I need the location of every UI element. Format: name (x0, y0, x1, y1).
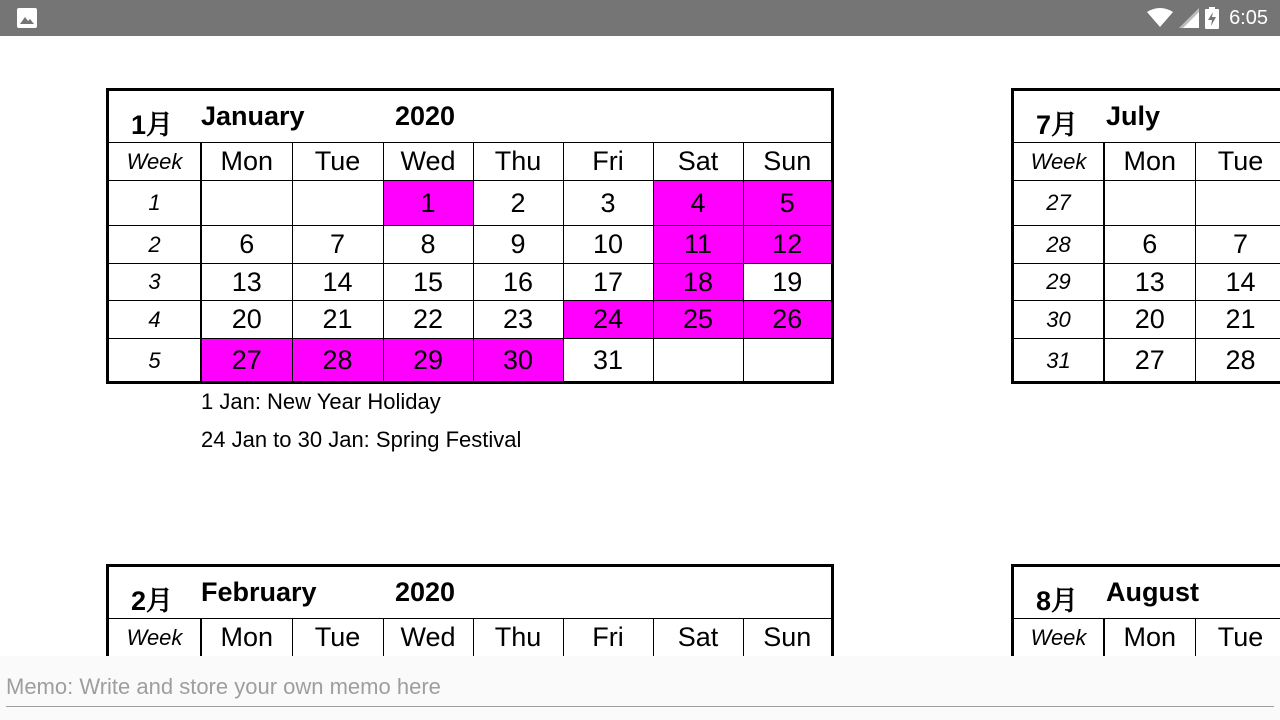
clock: 6:05 (1229, 6, 1268, 29)
day-cell[interactable]: 24 (563, 301, 653, 339)
weekday-header: Tue (292, 143, 383, 181)
month-name: January (201, 101, 305, 131)
day-cell[interactable]: 7 (1195, 226, 1280, 264)
week-number: 4 (109, 301, 201, 339)
week-header: Week (109, 619, 201, 657)
day-cell[interactable]: 27 (1104, 339, 1195, 383)
week-number: 27 (1014, 181, 1104, 226)
week-number: 28 (1014, 226, 1104, 264)
weekday-header: Fri (563, 619, 653, 657)
week-row (1014, 226, 1280, 264)
day-cell[interactable]: 11 (653, 226, 743, 264)
weekday-header: Wed (383, 143, 473, 181)
day-cell[interactable]: 4 (653, 181, 743, 226)
day-cell[interactable]: 13 (201, 264, 292, 301)
week-number: 31 (1014, 339, 1104, 383)
holiday-note: 1 Jan: New Year Holiday (201, 389, 441, 414)
day-cell[interactable]: 6 (201, 226, 292, 264)
wifi-icon (1147, 8, 1173, 28)
month-year: 2020 (395, 577, 456, 607)
day-cell[interactable]: 20 (201, 301, 292, 339)
day-cell[interactable]: 15 (383, 264, 473, 301)
week-number: 5 (109, 339, 201, 383)
day-cell[interactable]: 30 (473, 339, 563, 383)
week-row (109, 181, 831, 226)
day-cell[interactable]: 6 (1104, 226, 1195, 264)
day-cell[interactable]: 7 (292, 226, 383, 264)
day-cell[interactable]: 25 (653, 301, 743, 339)
day-cell[interactable]: 16 (473, 264, 563, 301)
month-header (109, 567, 831, 619)
day-cell[interactable]: 12 (743, 226, 831, 264)
day-cell[interactable]: 19 (743, 264, 831, 301)
weekday-header: Mon (1104, 143, 1195, 181)
signal-icon (1179, 8, 1199, 28)
week-number: 3 (109, 264, 201, 301)
day-cell[interactable]: 22 (383, 301, 473, 339)
month-kanji: 7月 (1036, 110, 1079, 140)
week-row (109, 264, 831, 301)
month-name: July (1106, 101, 1161, 131)
day-cell[interactable] (201, 181, 292, 226)
week-row (1014, 339, 1280, 383)
weekday-header: Sat (653, 143, 743, 181)
week-row (109, 226, 831, 264)
holiday-note: 24 Jan to 30 Jan: Spring Festival (201, 427, 522, 452)
weekday-header: Sat (653, 619, 743, 657)
day-cell[interactable]: 18 (653, 264, 743, 301)
month-kanji: 1月 (131, 110, 174, 140)
week-header: Week (109, 143, 201, 181)
status-bar (0, 0, 1280, 36)
month-header (109, 91, 831, 143)
day-cell[interactable]: 1 (383, 181, 473, 226)
day-cell[interactable] (1104, 181, 1195, 226)
weekday-header: Thu (473, 143, 563, 181)
day-cell[interactable]: 17 (563, 264, 653, 301)
calendar-january (106, 88, 834, 384)
month-grid (1014, 619, 1280, 657)
week-row (109, 301, 831, 339)
day-cell[interactable]: 20 (1104, 301, 1195, 339)
week-number: 30 (1014, 301, 1104, 339)
memo-bar (0, 656, 1280, 720)
day-cell[interactable]: 2 (473, 181, 563, 226)
weekday-header: Tue (292, 619, 383, 657)
day-cell[interactable] (743, 339, 831, 383)
day-cell[interactable] (292, 181, 383, 226)
day-cell[interactable]: 13 (1104, 264, 1195, 301)
week-row (109, 339, 831, 383)
day-cell[interactable]: 14 (1195, 264, 1280, 301)
day-cell[interactable]: 21 (292, 301, 383, 339)
day-cell[interactable]: 29 (383, 339, 473, 383)
weekday-header: Sun (743, 143, 831, 181)
memo-input[interactable] (6, 668, 1274, 707)
weekday-header: Mon (201, 143, 292, 181)
week-header: Week (1014, 143, 1104, 181)
day-cell[interactable]: 8 (383, 226, 473, 264)
month-header (1014, 91, 1280, 143)
week-row (1014, 181, 1280, 226)
month-kanji: 8月 (1036, 586, 1079, 616)
calendar-july (1011, 88, 1280, 384)
week-row (1014, 264, 1280, 301)
month-name: August (1106, 577, 1199, 607)
day-cell[interactable]: 5 (743, 181, 831, 226)
weekday-header: Wed (383, 619, 473, 657)
week-number: 1 (109, 181, 201, 226)
month-grid (109, 143, 831, 383)
weekday-header: Tue (1195, 143, 1280, 181)
image-icon (17, 8, 37, 28)
holiday-notes (201, 383, 521, 459)
week-header: Week (1014, 619, 1104, 657)
weekday-header: Mon (201, 619, 292, 657)
month-name: February (201, 577, 317, 607)
day-cell[interactable]: 23 (473, 301, 563, 339)
week-number: 29 (1014, 264, 1104, 301)
month-kanji: 2月 (131, 586, 174, 616)
weekday-header: Tue (1195, 619, 1280, 657)
weekday-header: Mon (1104, 619, 1195, 657)
week-number: 2 (109, 226, 201, 264)
month-grid (1014, 143, 1280, 383)
day-cell[interactable] (653, 339, 743, 383)
weekday-header: Fri (563, 143, 653, 181)
day-cell[interactable]: 3 (563, 181, 653, 226)
battery-charging-icon (1205, 7, 1219, 29)
day-cell[interactable]: 26 (743, 301, 831, 339)
day-cell[interactable]: 28 (1195, 339, 1280, 383)
day-cell[interactable]: 28 (292, 339, 383, 383)
month-year: 2020 (395, 101, 456, 131)
weekday-header: Sun (743, 619, 831, 657)
month-header (1014, 567, 1280, 619)
day-cell[interactable]: 10 (563, 226, 653, 264)
week-row (1014, 301, 1280, 339)
day-cell[interactable]: 21 (1195, 301, 1280, 339)
day-cell[interactable]: 27 (201, 339, 292, 383)
day-cell[interactable]: 14 (292, 264, 383, 301)
weekday-header: Thu (473, 619, 563, 657)
day-cell[interactable]: 31 (563, 339, 653, 383)
day-cell[interactable]: 9 (473, 226, 563, 264)
day-cell[interactable] (1195, 181, 1280, 226)
